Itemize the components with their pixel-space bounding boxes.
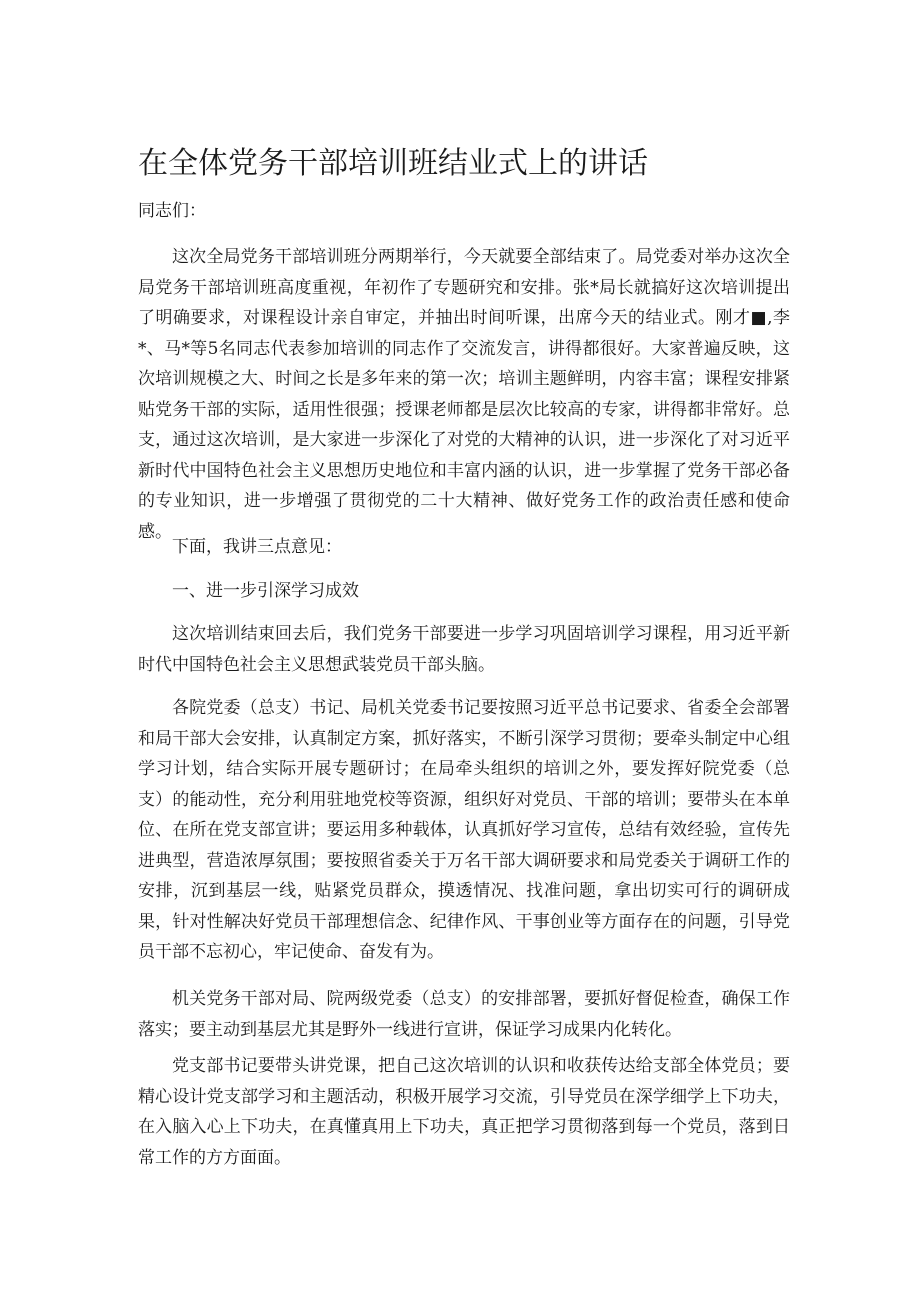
- paragraph-organ-staff: 机关党务干部对局、院两级党委（总支）的安排部署，要抓好督促检查，确保工作落实；要主动到基层尤其是野外一线进行宣讲，保证学习成果内化转化。: [138, 989, 790, 1040]
- section-heading-1: 一、进一步引深学习成效: [172, 581, 359, 601]
- document-title: 在全体党务干部培训班结业式上的讲话: [138, 146, 648, 181]
- salutation: 同志们：: [138, 201, 206, 221]
- paragraph-branch-secretaries: 党支部书记要带头讲党课，把自己这次培训的认识和收获传达给支部全体党员；要精心设计党支部学习和主题活动，积极开展学习交流，引导党员在深学细学上下功夫，在入脑入心上下功夫，在真懂真用上下功夫，真正把学习贯彻落到每一个党员，落到日常工作的方方面面。: [138, 1056, 790, 1168]
- paragraph-intro: 这次全局党务干部培训班分两期举行，今天就要全部结束了。局党委对举办这次全局党务干部培训班高度重视，年初作了专题研究和安排。张*局长就搞好这次培训提出了明确要求，对课程设计亲自审定，并抽出时间听课，出席今天的结业式。刚才■,李*、马*等5名同志代表参加培训的同志作了交流发言，讲得都很好。大家普遍反映，这次培训规模之大、时间之长是多年来的第一次；培训主题鲜明，内容丰富；课程安排紧贴党务干部的实际，适用性很强；授课老师都是层次比较高的专家，讲得都非常好。总支，通过这次培训，是大家进一步深化了对党的大精神的认识，进一步深化了对习近平新时代中国特色社会主义思想历史地位和丰富内涵的认识，进一步掌握了党务干部必备的专业知识，进一步增强了贯彻党的二十大精神、做好党务工作的政治责任感和使命感。: [138, 247, 790, 542]
- paragraph-section1-intro: 这次培训结束回去后，我们党务干部要进一步学习巩固培训学习课程，用习近平新时代中国特色社会主义思想武装党员干部头脑。: [138, 624, 790, 675]
- paragraph-transition: 下面，我讲三点意见：: [172, 537, 342, 557]
- paragraph-party-secretaries: 各院党委（总支）书记、局机关党委书记要按照习近平总书记要求、省委全会部署和局干部大会安排，认真制定方案，抓好落实，不断引深学习贯彻；要牵头制定中心组学习计划，结合实际开展专题研讨；在局牵头组织的培训之外，要发挥好院党委（总支）的能动性，充分利用驻地党校等资源，组织好对党员、干部的培训；要带头在本单位、在所在党支部宣讲；要运用多种载体，认真抓好学习宣传，总结有效经验，宣传先进典型，营造浓厚氛围；要按照省委关于万名干部大调研要求和局党委关于调研工作的安排，沉到基层一线，贴紧党员群众，摸透情况、找准问题，拿出切实可行的调研成果，针对性解决好党员干部理想信念、纪律作风、干事创业等方面存在的问题，引导党员干部不忘初心，牢记使命、奋发有为。: [138, 698, 790, 962]
